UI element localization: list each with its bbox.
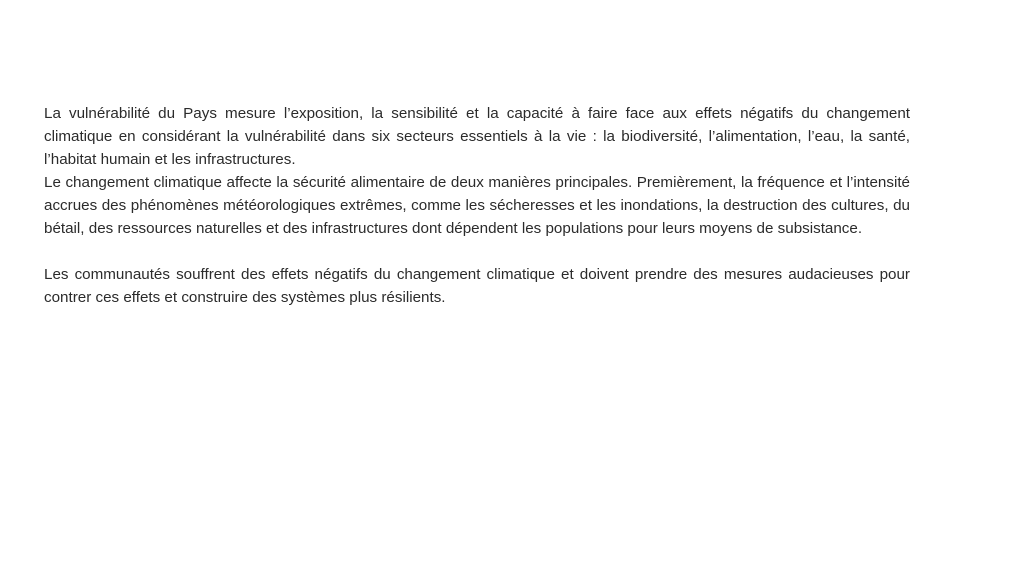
paragraph-communities: Les communautés souffrent des effets négatifs du changement climatique et doivent prendre des mesures audacieuses pour contrer ces effets et construire des systèmes plus résilients. (44, 266, 910, 306)
body-text (44, 102, 910, 309)
paragraph-vulnerability: La vulnérabilité du Pays mesure l’exposition, la sensibilité et la capacité à faire face aux effets négatifs du changement climatique en considérant la vulnérabilité dans six secteurs essentiels à la vie : la biodiversité, l’alimentation, l’eau, la santé, l’habitat humain et les infrastructures. (44, 105, 910, 168)
paragraph-food-security: Le changement climatique affecte la sécurité alimentaire de deux manières principales. Premièrement, la fréquence et l’intensité accrues des phénomènes météorologiques extrêmes, comme les sécheresses et les inondations, la destruction des cultures, du bétail, des ressources naturelles et des infrastructures dont dépendent les populations pour leurs moyens de subsistance. (44, 174, 910, 237)
